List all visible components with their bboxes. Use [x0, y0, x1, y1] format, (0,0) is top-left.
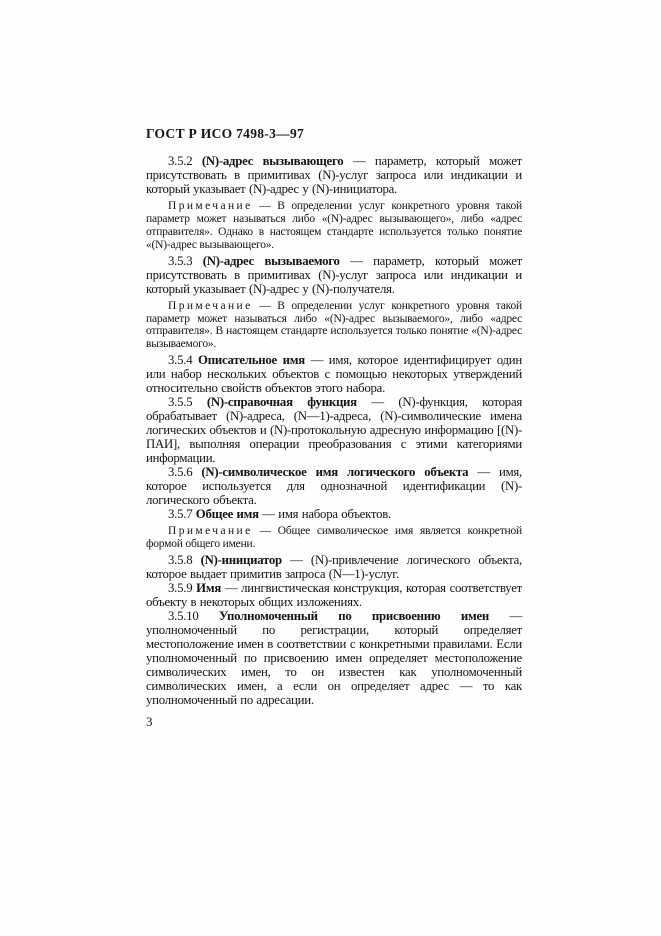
standard-designation: ГОСТ Р ИСО 7498-3—97 — [146, 126, 305, 141]
note-text: — Общее символическое имя является конкретной формой общего имени. — [146, 525, 522, 551]
clause-text: — имя набора объектов. — [262, 507, 391, 522]
clause-term: Общее имя — [195, 507, 259, 522]
note-clause-3-5-3 — [146, 300, 522, 352]
clause-text: — параметр, который может присутствовать в примитивах (N)-услуг запроса или индикации и который указывает (N)-адрес у (N)-получателя. — [146, 253, 523, 296]
note-label: Примечание — [168, 525, 253, 538]
note-label: Примечание — [168, 200, 253, 212]
clause-3-5-5 — [146, 395, 522, 465]
clause-3-5-3 — [146, 254, 522, 296]
clause-number: 3.5.4 — [168, 353, 193, 368]
text-column — [146, 126, 522, 729]
clause-3-5-7 — [146, 507, 522, 521]
clause-text: — параметр, который может присутствовать в примитивах (N)-услуг запроса или индикации и который указывает (N)-адрес у (N)-инициатора. — [146, 154, 522, 196]
note-text: — В определении услуг конкретного уровня такой параметр может называться либо «(N)-адрес вызываемого», либо «адрес отправителя». В настоящем стандарте используется только понятие «(N)-адрес вызываемого». — [146, 299, 522, 351]
clause-text: — имя, которое используется для однозначной идентификации (N)-логического объекта. — [146, 465, 523, 508]
clause-text: — уполномоченный по регистрации, который определяет местоположение имен в соответствии с конкретными правилами. Если уполномоченный по присвоению имен определяет местоположение символических имен, то он известен как уполномоченный символических имен, а если он определяет адрес — то как уполномоченный по адресации. — [146, 609, 523, 708]
note-clause-3-5-2 — [146, 200, 522, 252]
clause-number: 3.5.7 — [168, 507, 193, 522]
clause-term: (N)-справочная функция — [206, 395, 357, 410]
clause-3-5-4 — [146, 353, 522, 395]
clause-3-5-6 — [146, 465, 522, 507]
clause-3-5-9 — [146, 581, 522, 609]
clause-3-5-2 — [146, 154, 522, 196]
page-number: 3 — [146, 714, 153, 730]
clause-text: — (N)-привлечение логического объекта, которое выдает примитив запроса (N—1)-услуг. — [146, 553, 522, 582]
clause-number: 3.5.6 — [168, 465, 193, 480]
note-label: Примечание — [168, 299, 253, 312]
clause-term: Описательное имя — [198, 353, 305, 368]
clause-text: — имя, которое идентифицирует один или набор нескольких объектов с помощью некоторых утверждений относительно свойств объектов этого набора. — [146, 353, 522, 396]
clause-term: (N)-адрес вызывающего — [201, 154, 344, 168]
clause-number: 3.5.5 — [168, 395, 193, 410]
clause-term: (N)-символическое имя логического объекта — [201, 465, 469, 480]
clause-term: Имя — [196, 581, 222, 596]
clause-number: 3.5.2 — [168, 154, 193, 168]
clause-text: — (N)-функция, которая обрабатывает (N)-адреса, (N—1)-адреса, (N)-символические имена логических объектов и (N)-протокольную адресную информацию [(N)-ПАИ], выполняя операции преобразования с этими категориями информации. — [146, 395, 523, 466]
note-text: — В определении услуг конкретного уровня такой параметр может называться либо «(N)-адрес вызывающего», либо «адрес отправителя». Однако в настоящем стандарте используется только понятие «(N)-адрес вызывающего». — [146, 200, 522, 251]
clause-term: (N)-инициатор — [200, 553, 282, 568]
clause-term: (N)-адрес вызываемого — [202, 253, 340, 268]
note-clause-3-5-7 — [146, 525, 522, 551]
clause-3-5-10 — [146, 609, 522, 707]
clause-text: — лингвистическая конструкция, которая соответствует объекту в некоторых общих изложениях. — [146, 581, 523, 610]
clause-term: Уполномоченный по присвоению имен — [218, 609, 489, 624]
clause-number: 3.5.3 — [168, 253, 193, 268]
clause-number: 3.5.8 — [168, 553, 193, 568]
clause-number: 3.5.10 — [168, 609, 199, 624]
clause-3-5-8 — [146, 553, 522, 581]
clause-number: 3.5.9 — [168, 581, 193, 596]
